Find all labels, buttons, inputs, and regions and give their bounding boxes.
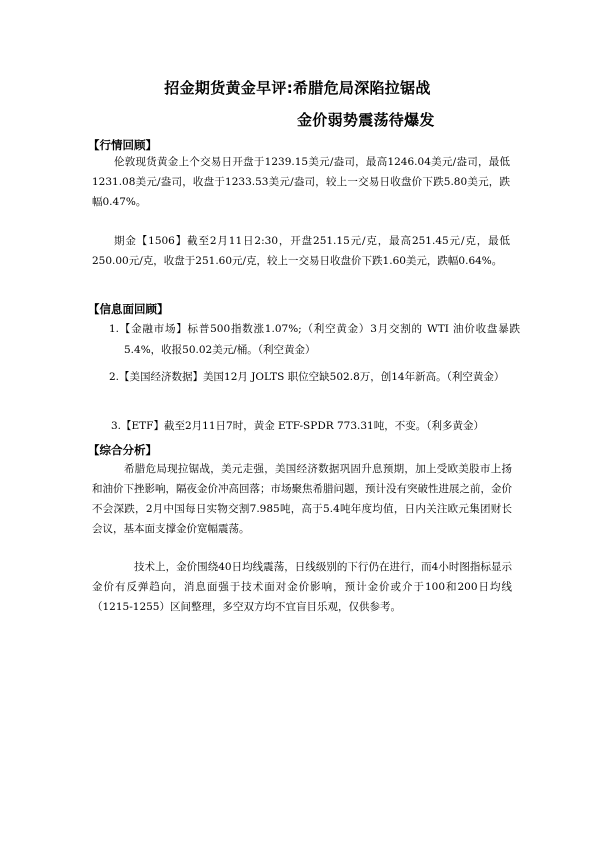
document-title: 招金期货黄金早评:希腊危局深陷拉锯战 <box>164 79 431 97</box>
news-item-financial-market: 1.【金融市场】标普500指数涨1.07%;（利空黄金）3月交割的 WTI 油价收盘暴跌5.4%，收报50.02美元/桶。（利空黄金） <box>109 323 520 356</box>
news-item-us-economic-data: 2.【美国经济数据】美国12月 JOLTS 职位空缺502.8万，创14年新高。（利空黄金） <box>109 371 505 383</box>
section-heading-analysis: 【综合分析】 <box>88 443 157 457</box>
section-heading-news-review: 【信息面回顾】 <box>88 302 169 316</box>
news-item-etf: 3.【ETF】截至2月11日7时，黄金 ETF-SPDR 773.31吨，不变。（利多黄金） <box>111 420 484 432</box>
analysis-paragraph-fundamentals: 希腊危局现拉锯战，美元走强，美国经济数据巩固升息预期，加上受欧美股市上扬和油价下挫影响，隔夜金价冲高回落；市场聚焦希腊问题，预计没有突破性进展之前，金价不会深跌，2月中国每日实物交割7.985吨，高于5.4吨年度均值，日内关注欧元集团财长会议，基本面支撑金价宽幅震荡。 <box>92 463 512 535</box>
document-subtitle: 金价弱势震荡待爆发 <box>297 111 435 129</box>
market-review-paragraph-gold-spot: 伦敦现货黄金上个交易日开盘于1239.15美元/盎司，最高1246.04美元/盎司，最低1231.08美元/盎司，收盘于1233.53美元/盎司，较上一交易日收盘价下跌5.80美元，跌幅0.47%。 <box>92 156 510 208</box>
analysis-paragraph-technicals: 技术上，金价围绕40日均线震荡，日线级别的下行仍在进行，而4小时图指标显示金价有反弹趋向，消息面强于技术面对金价影响，预计金价或介于100和200日均线（1215-1255）区间整理，多空双方均不宜盲目乐观，仅供参考。 <box>92 561 512 613</box>
market-review-paragraph-gold-futures: 期金【1506】截至2月11日2:30，开盘251.15元/克，最高251.45元/克，最低250.00元/克，收盘于251.60元/克，较上一交易日收盘价下跌1.60美元，跌幅0.64%。 <box>92 235 510 267</box>
section-heading-market-review: 【行情回顾】 <box>88 138 157 152</box>
